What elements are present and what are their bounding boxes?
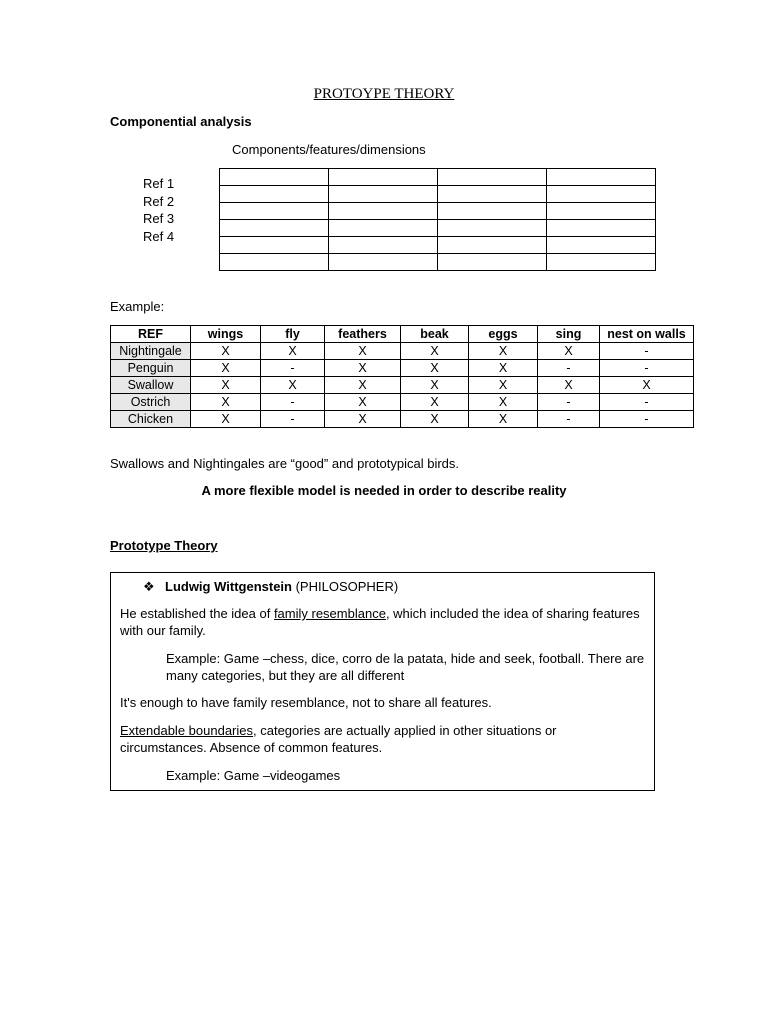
components-subheading: Components/features/dimensions (232, 142, 426, 157)
bullet-heading (143, 578, 398, 595)
table-row (111, 377, 694, 394)
table-cell: - (538, 360, 600, 377)
text-span: with our family. (120, 623, 206, 638)
table-header-row (111, 326, 694, 343)
blank-components-table (219, 168, 656, 271)
diamond-bullet-icon: ❖ (143, 579, 155, 594)
column-header: fly (261, 326, 325, 343)
table-cell: X (325, 343, 401, 360)
prototypical-birds-note: Swallows and Nightingales are “good” and prototypical birds. (110, 456, 460, 471)
text-span: He established the idea of (120, 606, 274, 621)
text-span: many categories, but they are all different (166, 668, 405, 683)
table-cell: - (600, 343, 694, 360)
bird-name-cell: Swallow (111, 377, 191, 394)
text-span: Example: Game –chess, dice, corro de la patata, hide and seek, football. There are (166, 651, 645, 666)
table-cell: X (469, 343, 538, 360)
table-cell: X (469, 377, 538, 394)
table-cell: X (191, 411, 261, 428)
table-cell: X (469, 394, 538, 411)
column-header: eggs (469, 326, 538, 343)
table-cell: X (401, 360, 469, 377)
paragraph-family-resemblance (120, 605, 640, 639)
bird-name-cell: Penguin (111, 360, 191, 377)
table-cell: - (600, 394, 694, 411)
table-cell: - (261, 360, 325, 377)
example-label: Example: (110, 299, 165, 314)
extendable-boundaries-term: Extendable boundaries (120, 723, 253, 738)
column-header: sing (538, 326, 600, 343)
ref-labels (143, 175, 174, 245)
table-cell: X (469, 411, 538, 428)
table-row (111, 411, 694, 428)
flexible-model-statement: A more flexible model is needed in order to describe reality (201, 483, 567, 498)
column-header: feathers (325, 326, 401, 343)
table-cell: - (600, 411, 694, 428)
page-title: PROTOYPE THEORY (313, 86, 455, 102)
text-span: circumstances. Absence of common features. (120, 740, 383, 755)
table-cell: X (261, 377, 325, 394)
bird-name-cell: Nightingale (111, 343, 191, 360)
table-cell: X (401, 343, 469, 360)
table-cell: X (401, 377, 469, 394)
example-game-paragraph (166, 650, 644, 684)
table-cell: X (191, 360, 261, 377)
table-cell: - (261, 394, 325, 411)
ref-label: Ref 3 (143, 211, 175, 226)
table-cell: X (325, 394, 401, 411)
table-cell: X (191, 394, 261, 411)
table-row (111, 343, 694, 360)
philosopher-role: (PHILOSOPHER) (291, 579, 399, 594)
table-cell: X (600, 377, 694, 394)
column-header: wings (191, 326, 261, 343)
table-cell: - (261, 411, 325, 428)
componential-heading: Componential analysis (110, 114, 252, 129)
bird-name-cell: Ostrich (111, 394, 191, 411)
column-header: nest on walls (600, 326, 694, 343)
table-cell: X (401, 394, 469, 411)
table-cell: X (325, 360, 401, 377)
paragraph-enough: It's enough to have family resemblance, not to share all features. (120, 695, 492, 710)
table-cell: X (261, 343, 325, 360)
table-cell: X (469, 360, 538, 377)
wittgenstein-box (110, 572, 655, 791)
bird-name-cell: Chicken (111, 411, 191, 428)
philosopher-name: Ludwig Wittgenstein (165, 579, 292, 594)
table-cell: X (538, 343, 600, 360)
table-row (111, 394, 694, 411)
text-span: , categories are actually applied in other situations or (253, 723, 557, 738)
example-videogames: Example: Game –videogames (166, 768, 341, 783)
table-cell: X (401, 411, 469, 428)
table-cell: X (191, 377, 261, 394)
table-cell: - (538, 394, 600, 411)
table-cell: X (325, 377, 401, 394)
table-cell: - (538, 411, 600, 428)
table-row (111, 360, 694, 377)
ref-label: Ref 4 (143, 228, 175, 244)
section-title: Prototype Theory (110, 538, 218, 553)
table-cell: - (600, 360, 694, 377)
bird-features-table (110, 325, 694, 428)
ref-label: Ref 1 (143, 176, 175, 191)
column-header: REF (111, 326, 191, 343)
table-cell: X (191, 343, 261, 360)
table-cell: X (325, 411, 401, 428)
paragraph-extendable-boundaries (120, 722, 557, 756)
table-cell: X (538, 377, 600, 394)
column-header: beak (401, 326, 469, 343)
ref-label: Ref 2 (143, 193, 175, 209)
text-span: , which included the idea of sharing features (385, 606, 640, 621)
family-resemblance-term: family resemblance (273, 606, 386, 621)
